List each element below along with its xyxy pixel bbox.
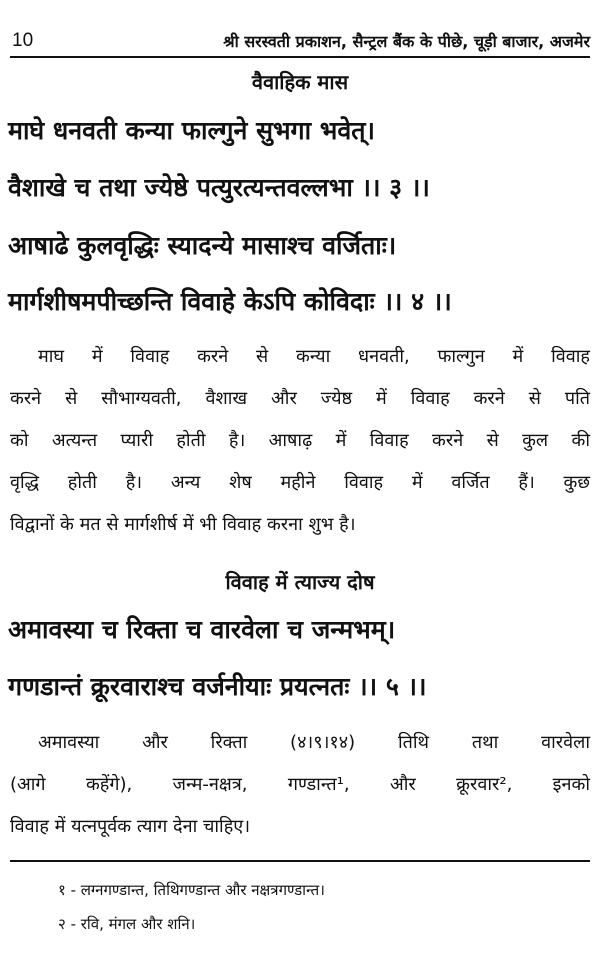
prose-line: करने से सौभाग्यवती, वैशाख और ज्येष्ठ में विवाह करने से पति [10,388,590,409]
footnote: १ - लग्नगण्डान्त, तिथिगण्डान्त और नक्षत्रगण्डान्त। [58,881,325,899]
verse-line: आषाढे कुलवृद्धिः स्यादन्ये मासाश्च वर्जिताः। [8,231,397,260]
prose-line: माघ में विवाह करने से कन्या धनवती, फाल्गुन में विवाह [38,346,590,367]
prose-line: वृद्धि होती है। अन्य शेष महीने विवाह में वर्जित हैं। कुछ [10,472,590,493]
section-heading-marriage-defects: विवाह में त्याज्य दोष [225,570,375,594]
prose-line: अमावस्या और रिक्ता (४।९।१४) तिथि तथा वारवेला [38,732,590,753]
running-header: श्री सरस्वती प्रकाशन, सैन्ट्रल बैंक के पीछे, चूड़ी बाजार, अजमेर [223,32,590,51]
verse-line: अमावस्या च रिक्ता च वारवेला च जन्मभम्। [8,615,396,644]
verse-line: मार्गशीषमपीच्छन्ति विवाहे केऽपि कोविदाः ।। ४ ।। [8,287,452,316]
page-number: 10 [12,30,34,51]
footnote-divider [10,860,590,862]
prose-line: को अत्यन्त प्यारी होती है। आषाढ़ में विवाह करने से कुल की [10,430,590,451]
page-header [10,26,590,58]
section-heading-marriage-months: वैवाहिक मास [251,70,349,94]
prose-line: विद्वानों के मत से मार्गशीर्ष में भी विवाह करना शुभ है। [10,514,356,535]
verse-line: माघे धनवती कन्या फाल्गुने सुभगा भवेत्। [8,116,375,145]
prose-line: विवाह में यत्नपूर्वक त्याग देना चाहिए। [10,816,251,837]
verse-line: गणडान्तं क्रूरवाराश्च वर्जनीयाः प्रयत्नतः ।। ५ ।। [8,672,427,701]
verse-line: वैशाखे च तथा ज्येष्ठे पत्युरत्यन्तवल्लभा ।। ३ ।। [8,173,430,202]
footnote: २ - रवि, मंगल और शनि। [58,915,196,933]
prose-line: (आगे कहेंगे), जन्म-नक्षत्र, गण्डान्त¹, और क्रूरवार², इनको [10,774,590,795]
